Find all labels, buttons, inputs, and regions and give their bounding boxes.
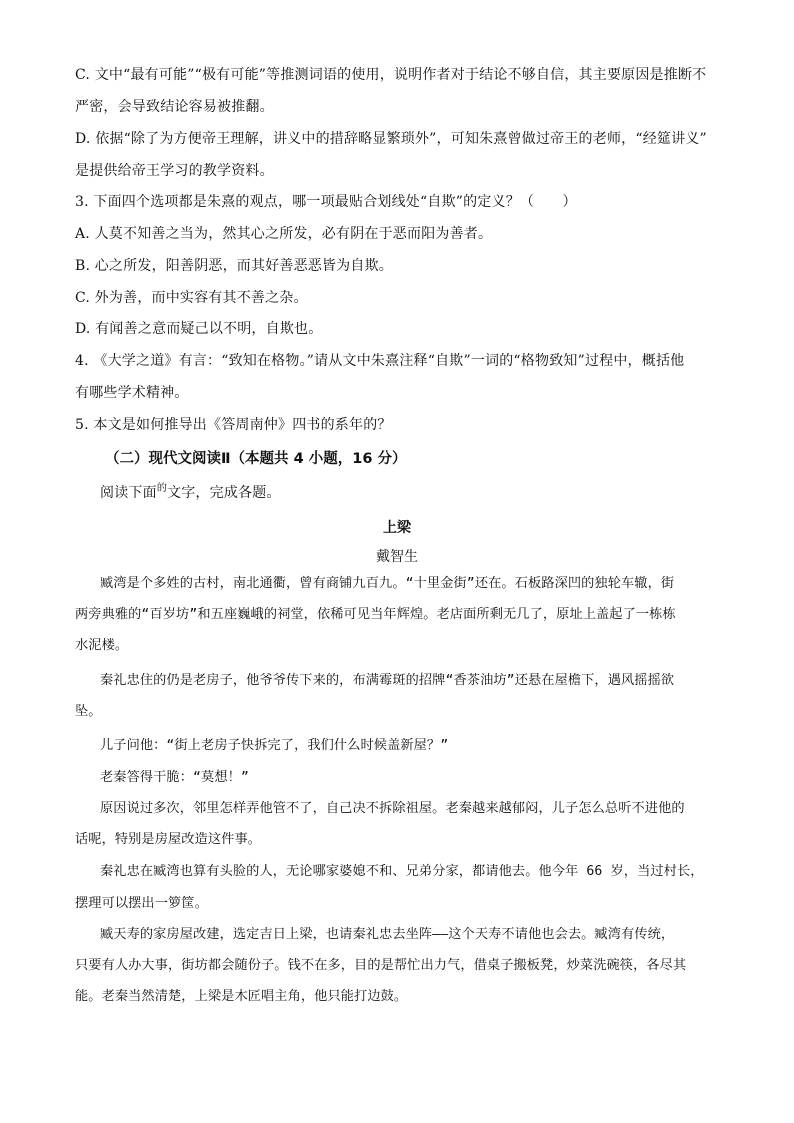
option-c-line2: 严密，会导致结论容易被推翻。 <box>75 99 274 115</box>
story-paragraph-line: 秦礼忠在臧湾也算有头脸的人，无论哪家婆媳不和、兄弟分家，都请他去。他今年 66 岁，当过村长， <box>100 864 704 879</box>
question-4-line1: 4. 《大学之道》有言：“致知在格物。”请从文中朱熹注释“自欺”一词的“格物致知”过程中，概括他 <box>75 353 685 369</box>
story-paragraph-line: 秦礼忠住的仍是老房子，他爷爷传下来的，布满霉斑的招牌“香茶油坊”还悬在屋檐下，遇风摇摇欲 <box>100 673 675 688</box>
story-paragraph-line: 原因说过多次，邻里怎样弄他管不了，自己决不拆除祖屋。老秦越来越郁闷，儿子怎么总听不进他的 <box>100 801 685 816</box>
story-paragraph-line: 老秦答得干脆：“莫想！” <box>100 770 249 785</box>
story-author: 戴智生 <box>376 549 418 565</box>
question-3-stem: 3. 下面四个选项都是朱熹的观点，哪一项最贴合划线处“自欺”的定义？（ ） <box>75 194 577 210</box>
story-title: 上梁 <box>383 520 411 536</box>
story-paragraph-line: 水泥楼。 <box>75 638 129 653</box>
story-paragraph-line: 臧天寿的家房屋改建，选定吉日上梁，也请秦礼忠去坐阵——这个天寿不请他也会去。臧湾有传统， <box>100 927 675 942</box>
instruction-text-post: 文字，完成各题。 <box>167 485 281 501</box>
question-3-option-a: A. 人莫不知善之当为，然其心之所发，必有阴在于恶而阳为善者。 <box>75 226 493 242</box>
question-3-option-b: B. 心之所发，阳善阴恶，而其好善恶恶皆为自欺。 <box>75 258 393 274</box>
instruction-text-sup: 的 <box>156 483 168 494</box>
story-paragraph-line: 只要有人办大事，街坊都会随份子。钱不在多，目的是帮忙出力气，借桌子搬板凳，炒菜洗碗筷，各尽其 <box>75 958 687 973</box>
question-5: 5. 本文是如何推导出《答周南仲》四书的系年的？ <box>75 417 392 433</box>
story-paragraph-line: 能。老秦当然清楚，上梁是木匠唱主角，他只能打边鼓。 <box>75 989 408 1004</box>
question-3-option-c: C. 外为善，而中实容有其不善之杂。 <box>75 290 308 306</box>
story-paragraph-line: 臧湾是个多姓的古村，南北通衢，曾有商铺九百九。“十里金街”还在。石板路深凹的独轮车辙，街 <box>100 576 675 591</box>
reading-instruction <box>100 484 750 504</box>
story-paragraph-line: 坠。 <box>75 704 102 719</box>
option-c-line1: C. 文中“最有可能”“极有可能”等推测词语的使用，说明作者对于结论不够自信，其主要原因是推断不 <box>75 67 707 83</box>
story-paragraph-line: 儿子问他：“街上老房子快拆完了，我们什么时候盖新屋？” <box>100 738 449 753</box>
story-paragraph-line: 摆理可以摆出一箩筐。 <box>75 896 208 911</box>
section-heading: （二）现代文阅读Ⅱ（本题共 4 小题，16 分） <box>105 451 407 467</box>
option-d-line1: D. 依据“除了为方便帝王理解，讲义中的措辞略显繁琐外”，可知朱熹曾做过帝王的老师，“经筵讲义” <box>75 131 707 147</box>
question-4-line2: 有哪些学术精神。 <box>75 385 189 401</box>
option-d-line2: 是提供给帝王学习的教学资料。 <box>75 163 274 179</box>
story-paragraph-line: 话呢，特别是房屋改造这件事。 <box>75 832 262 847</box>
question-3-option-d: D. 有闻善之意而疑己以不明，自欺也。 <box>75 321 323 337</box>
instruction-text-pre: 阅读下面 <box>100 485 157 501</box>
story-paragraph-line: 两旁典雅的“百岁坊”和五座巍峨的祠堂，依稀可见当年辉煌。老店面所剩无几了，原址上盖起了一栋栋 <box>75 607 676 622</box>
